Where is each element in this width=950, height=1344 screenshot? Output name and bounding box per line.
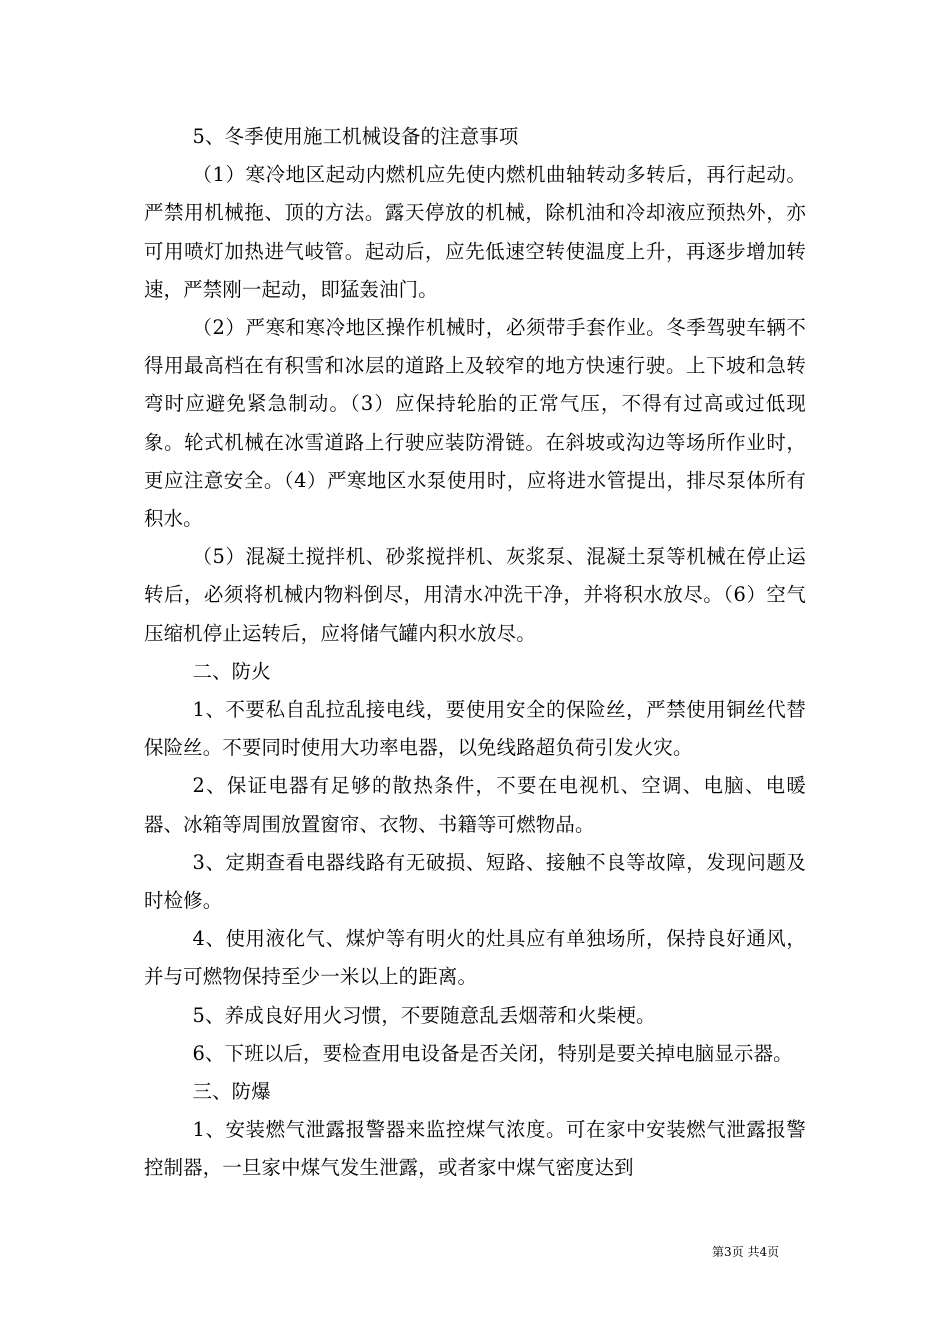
paragraph: 1、不要私自乱拉乱接电线，要使用安全的保险丝，严禁使用铜丝代替保险丝。不要同时使用大功率电器，以免线路超负荷引发火灾。 [144, 698, 806, 760]
paragraph: 6、下班以后，要检查用电设备是否关闭，特别是要关掉电脑显示器。 [192, 1041, 793, 1065]
paragraph: （2）严寒和寒冷地区操作机械时，必须带手套作业。冬季驾驶车辆不得用最高档在有积雪和冰层的道路上及较窄的地方快速行驶。上下坡和急转弯时应避免紧急制动。（3）应保持轮胎的正常气压，不得有过高或过低现象。轮式机械在冰雪道路上行驶应装防滑链。在斜坡或沟边等场所作业时，更应注意安全。（4）严寒地区水泵使用时，应将进水管提出，排尽泵体所有积水。 [144, 316, 806, 531]
paragraph: （1）寒冷地区起动内燃机应先使内燃机曲轴转动多转后，再行起动。严禁用机械拖、顶的方法。露天停放的机械，除机油和冷却液应预热外，亦可用喷灯加热进气岐管。起动后，应先低速空转使温度上升，再逐步增加转速，严禁刚一起动，即猛轰油门。 [144, 163, 806, 301]
paragraph: 4、使用液化气、煤炉等有明火的灶具应有单独场所，保持良好通风，并与可燃物保持至少一米以上的距离。 [144, 927, 806, 989]
document-body [144, 118, 806, 1188]
section-heading: 5、冬季使用施工机械设备的注意事项 [192, 125, 519, 148]
page-number: 第3页 共4页 [712, 1245, 780, 1259]
paragraph: 1、安装燃气泄露报警器来监控煤气浓度。可在家中安装燃气泄露报警控制器，一旦家中煤气发生泄露，或者家中煤气密度达到 [144, 1118, 806, 1180]
paragraph: 3、定期查看电器线路有无破损、短路、接触不良等故障，发现问题及时检修。 [144, 850, 806, 913]
paragraph: （5）混凝土搅拌机、砂浆搅拌机、灰浆泵、混凝土泵等机械在停止运转后，必须将机械内物料倒尽，用清水冲洗干净，并将积水放尽。（6）空气压缩机停止运转后，应将储气罐内积水放尽。 [144, 545, 806, 645]
section-heading: 三、防爆 [192, 1080, 271, 1104]
section-heading: 二、防火 [192, 659, 271, 683]
paragraph: 2、保证电器有足够的散热条件，不要在电视机、空调、电脑、电暖器、冰箱等周围放置窗帘、衣物、书籍等可燃物品。 [144, 774, 806, 836]
paragraph: 5、养成良好用火习惯，不要随意乱丢烟蒂和火柴梗。 [192, 1003, 656, 1027]
